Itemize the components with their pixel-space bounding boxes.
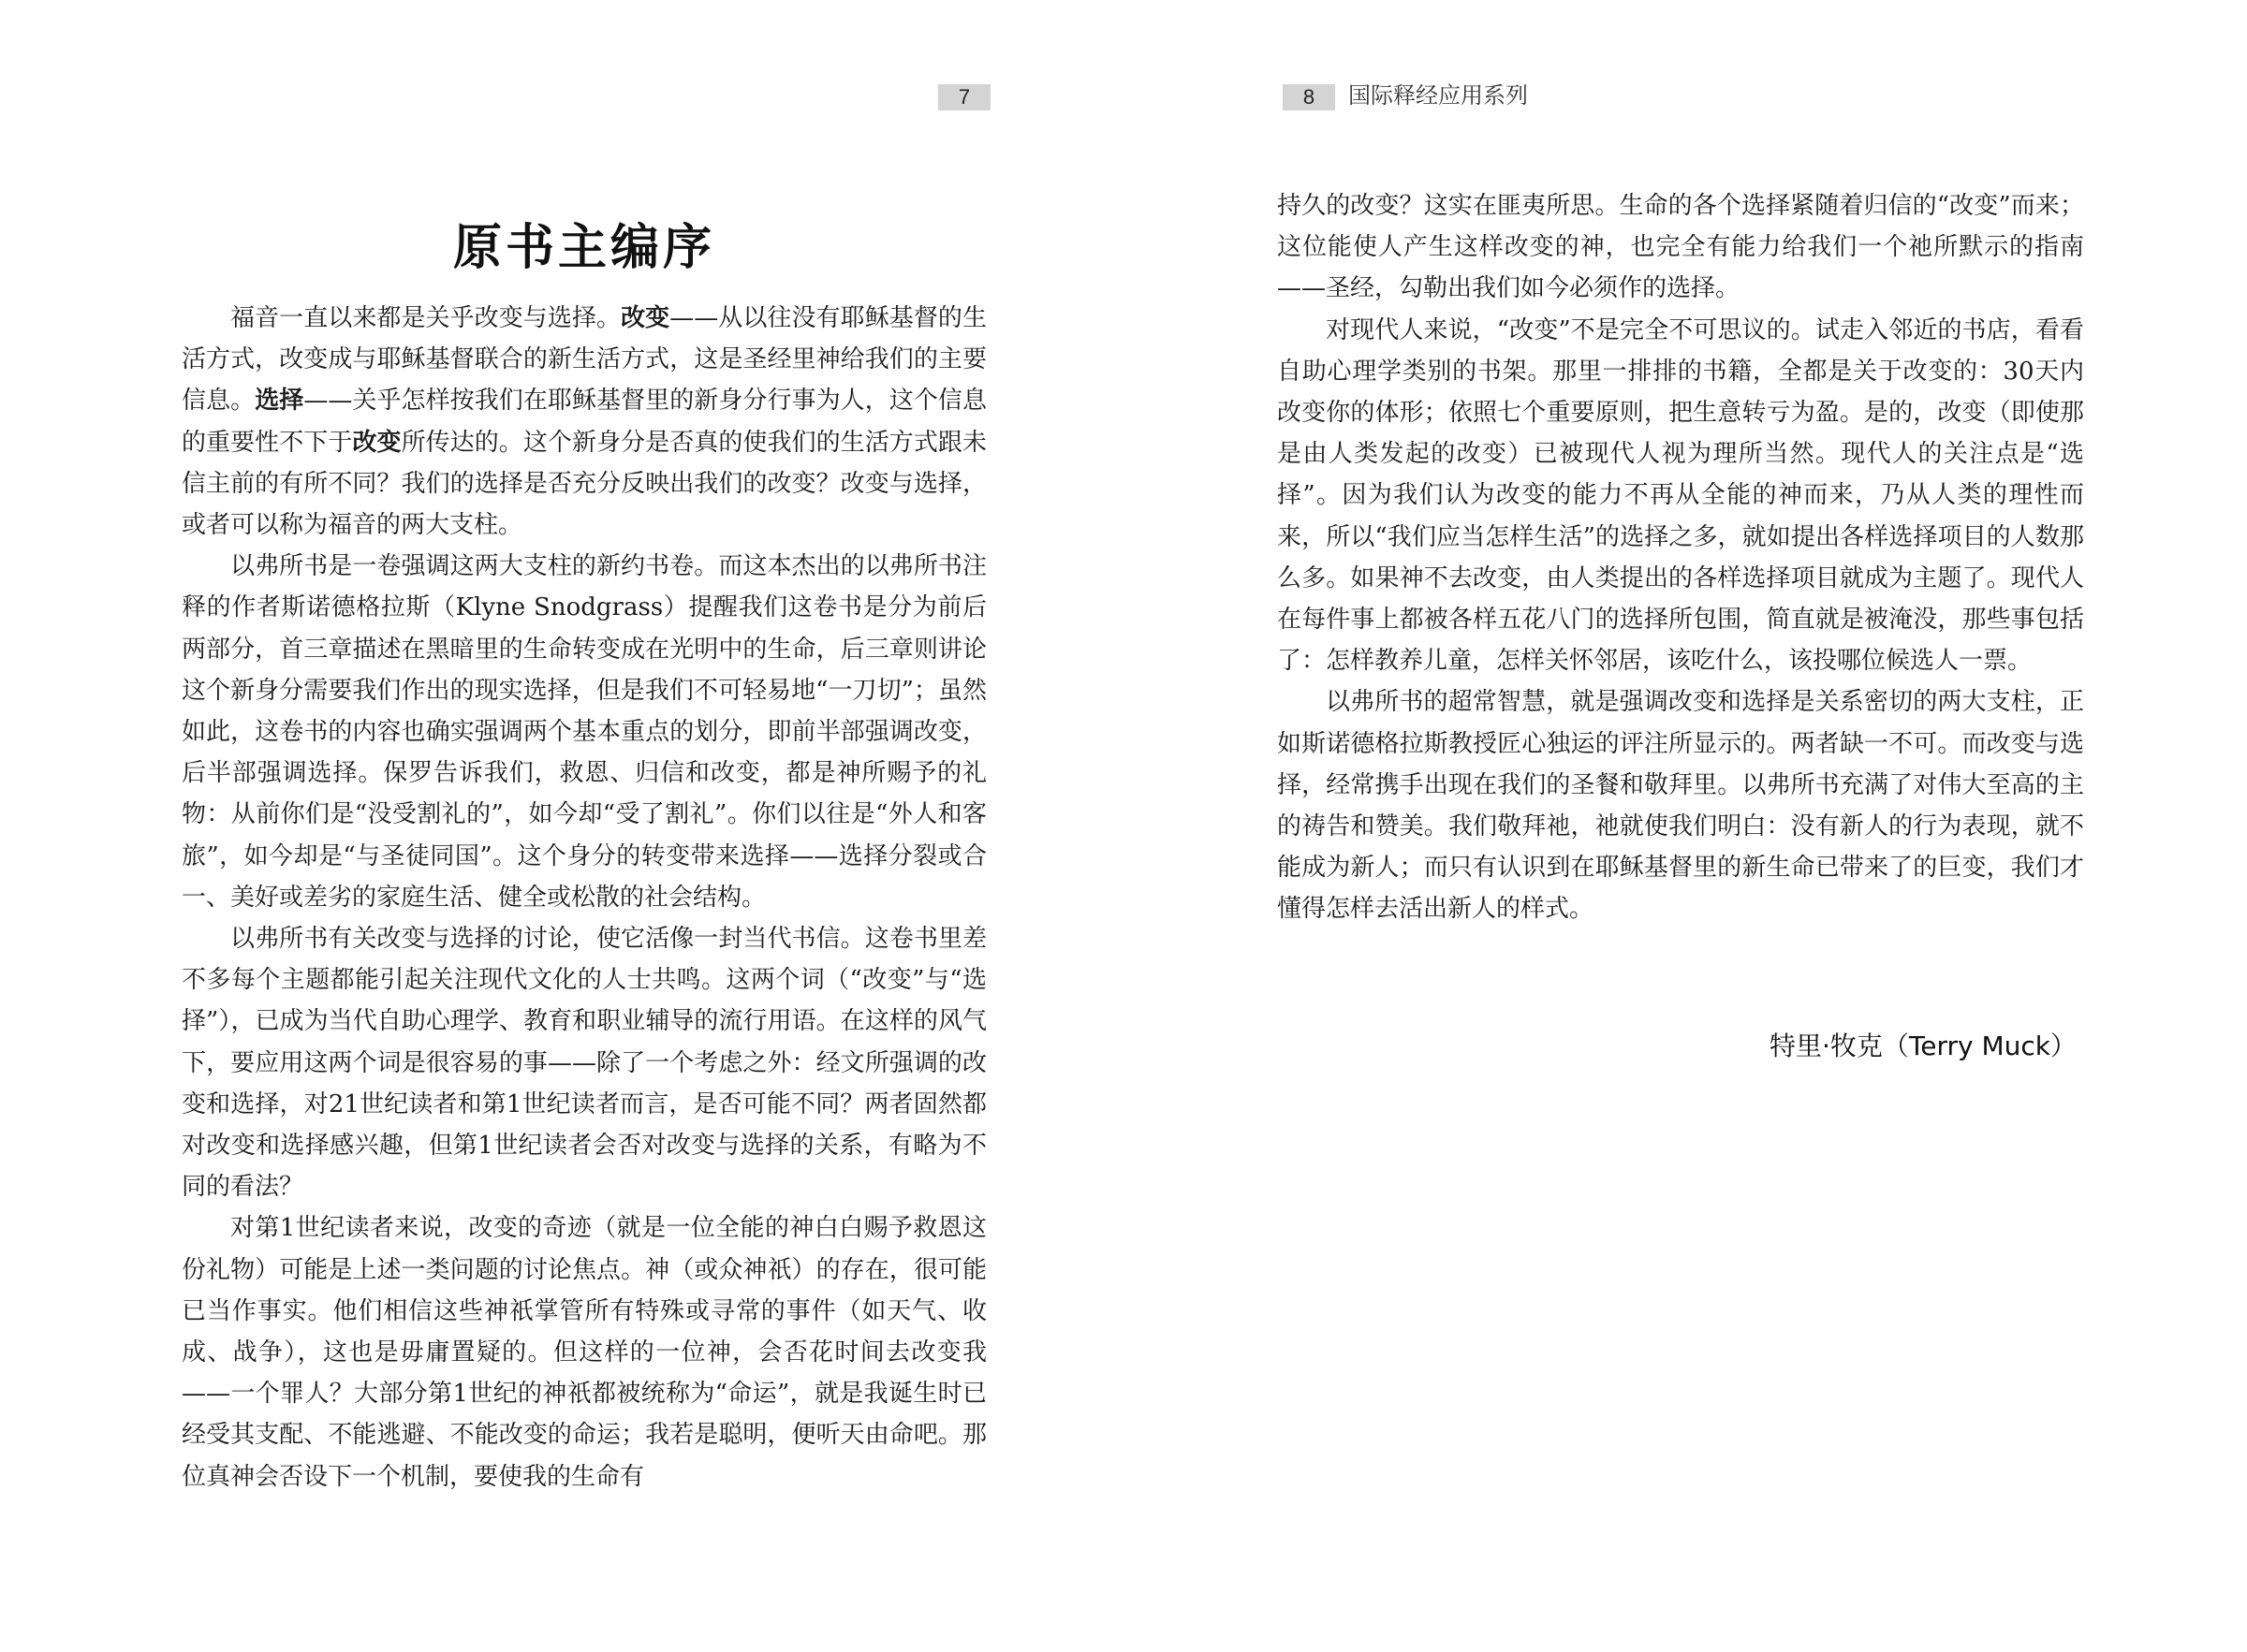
right-page: [1124, 0, 2247, 1652]
paragraph-1: [182, 298, 987, 546]
paragraph-1-text-c: ——从以往没有耶稣基督的生活方式，改变成与耶稣基督联合的新生活方式，这是圣经里神给我们的主要信息。: [182, 304, 987, 416]
paragraph-4: 对第1世纪读者来说，改变的奇迹（就是一位全能的神白白赐予救恩这份礼物）可能是上述一类问题的讨论焦点。神（或众神祇）的存在，很可能已当作事实。他们相信这些神祇掌管所有特殊或寻常的事件（如天气、收成、战争），这也是毋庸置疑的。但这样的一位神，会否花时间去改变我——一个罪人？大部分第1世纪的神祇都被统称为“命运”，就是我诞生时已经受其支配、不能逃避、不能改变的命运；我若是聪明，便听天由命吧。那位真神会否设下一个机制，要使我的生命有: [182, 1214, 987, 1491]
emphasis-choice: 选择: [255, 387, 304, 416]
paragraph-1-text-g: 所传达的。这个新身分是否真的使我们的生活方式跟未信主前的有所不同？我们的选择是否充分反映出我们的改变？改变与选择，或者可以称为福音的两大支柱。: [182, 428, 987, 540]
emphasis-change: 改变: [621, 304, 670, 332]
page-number-left: 7: [938, 84, 991, 110]
paragraph-1-text-e: ——关乎怎样按我们在耶稣基督里的新身分行事为人，这个信息的重要性不下于: [182, 387, 987, 457]
paragraph-1-text-a: 福音一直以来都是关乎改变与选择。: [230, 304, 622, 332]
paragraph-5: 对现代人来说，“改变”不是完全不可思议的。试走入邻近的书店，看看自助心理学类别的书架。那里一排排的书籍，全都是关于改变的：30天内改变你的体形；依照七个重要原则，把生意转亏为盈。是的，改变（即使那是由人类发起的改变）已被现代人视为理所当然。现代人的关注点是“选择”。因为我们认为改变的能力不再从全能的神而来，乃从人类的理性而来，所以“我们应当怎样生活”的选择之多，就如提出各样选择项目的人数那么多。如果神不去改变，由人类提出的各样选择项目就成为主题了。现代人在每件事上都被各样五花八门的选择所包围，简直就是被淹没，那些事包括了：怎样教养儿童，怎样关怀邻居，该吃什么，该投哪位候选人一票。: [1277, 315, 2084, 676]
right-text-column: [1277, 185, 2084, 930]
paragraph-continued: 持久的改变？这实在匪夷所思。生命的各个选择紧随着归信的“改变”而来；这位能使人产生这样改变的神，也完全有能力给我们一个祂所默示的指南——圣经，勾勒出我们如今必须作的选择。: [1277, 192, 2084, 303]
paragraph-3: 以弗所书有关改变与选择的讨论，使它活像一封当代书信。这卷书里差不多每个主题都能引起关注现代文化的人士共鸣。这两个词（“改变”与“选择”），已成为当代自助心理学、教育和职业辅导的流行用语。在这样的风气下，要应用这两个词是很容易的事——除了一个考虑之外：经文所强调的改变和选择，对21世纪读者和第1世纪读者而言，是否可能不同？两者固然都对改变和选择感兴趣，但第1世纪读者会否对改变与选择的关系，有略为不同的看法？: [182, 925, 987, 1202]
running-header-series-title: 国际释经应用系列: [1348, 83, 1528, 109]
emphasis-change-2: 改变: [352, 428, 402, 457]
chapter-title: 原书主编序: [452, 219, 715, 276]
page-number-right: 8: [1283, 84, 1335, 110]
left-text-column: [182, 298, 987, 1498]
paragraph-2: 以弗所书是一卷强调这两大支柱的新约书卷。而这本杰出的以弗所书注释的作者斯诺德格拉斯（Klyne Snodgrass）提醒我们这卷书是分为前后两部分，首三章描述在黑暗里的生命转变成在光明中的生命，后三章则讲论这个新身分需要我们作出的现实选择，但是我们不可轻易地“一刀切”；虽然如此，这卷书的内容也确实强调两个基本重点的划分，即前半部强调改变，后半部强调选择。保罗告诉我们，救恩、归信和改变，都是神所赐予的礼物：从前你们是“没受割礼的”，如今却“受了割礼”。你们以往是“外人和客旅”，如今却是“与圣徒同国”。这个身分的转变带来选择——选择分裂或合一、美好或差劣的家庭生活、健全或松散的社会结构。: [182, 552, 987, 912]
paragraph-6: 以弗所书的超常智慧，就是强调改变和选择是关系密切的两大支柱，正如斯诺德格拉斯教授匠心独运的评注所显示的。两者缺一不可。而改变与选择，经常携手出现在我们的圣餐和敬拜里。以弗所书充满了对伟大至高的主的祷告和赞美。我们敬拜祂，祂就使我们明白：没有新人的行为表现，就不能成为新人；而只有认识到在耶稣基督里的新生命已带来了的巨变，我们才懂得怎样去活出新人的样式。: [1277, 688, 2084, 924]
author-signature: 特里·牧克（Terry Muck）: [1770, 1031, 2077, 1061]
